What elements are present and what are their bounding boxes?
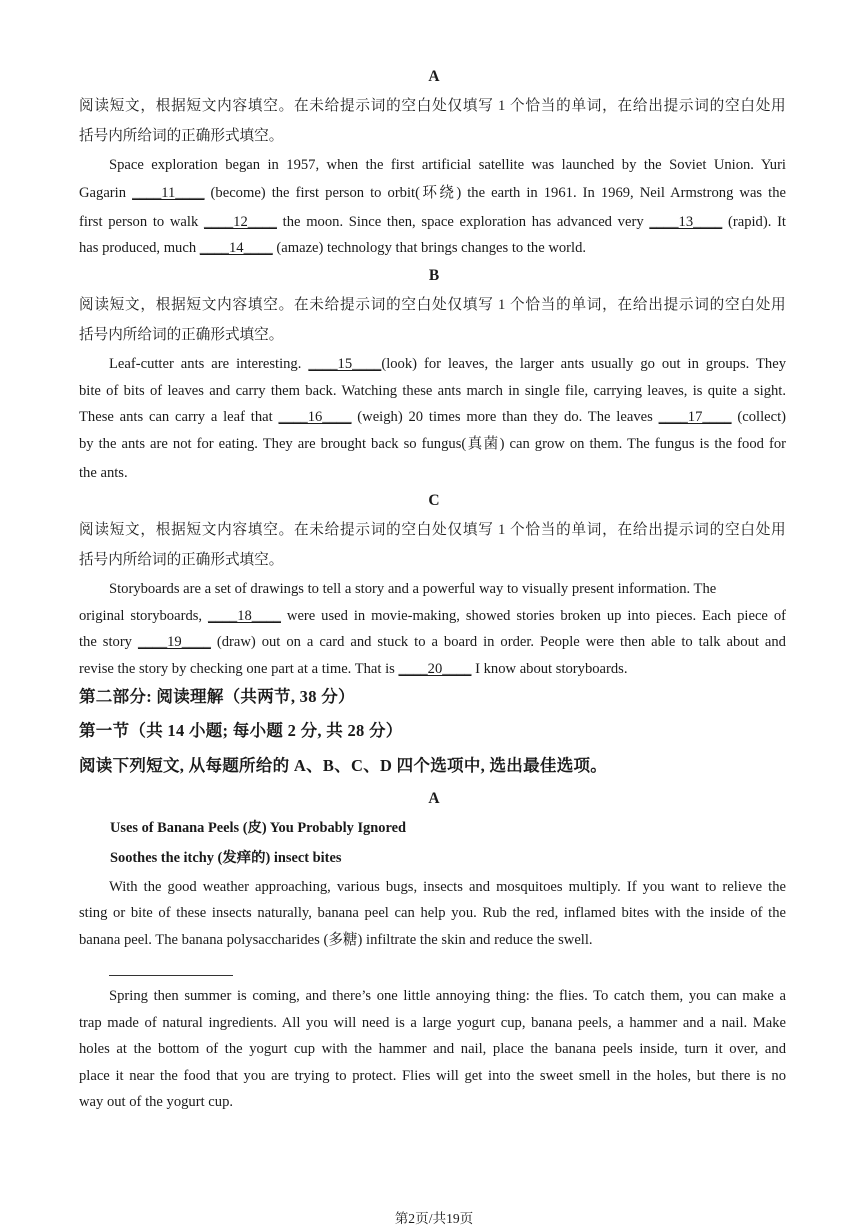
paragraph-line: way out of the yogurt cup.: [79, 1094, 234, 1110]
reading-letter-a: A: [428, 790, 440, 807]
part-heading: 第二部分: 阅读理解（共两节, 38 分）: [79, 687, 355, 706]
article-subtitle: Soothes the itchy (发痒的) insect bites: [110, 850, 342, 866]
passage-line: Gagarin ____11____ (become) the first person to orbit(环绕) the earth in 1961. In 1969, Neil Armstrong was the: [79, 185, 786, 201]
directions: 阅读下列短文, 从每题所给的 A、B、C、D 四个选项中, 选出最佳选项。: [79, 756, 608, 775]
passage-line: has produced, much ____14____ (amaze) technology that brings changes to the world.: [79, 240, 587, 256]
section-letter-a: A: [428, 68, 440, 85]
blank-19[interactable]: ____19____: [137, 634, 211, 650]
blank-15[interactable]: ____15____: [308, 356, 382, 372]
blank-14[interactable]: ____14____: [199, 240, 273, 256]
section-heading: 第一节（共 14 小题; 每小题 2 分, 共 28 分）: [79, 721, 403, 740]
passage-line: by the ants are not for eating. They are brought back so fungus(真菌) can grow on them. The fungus is the food for: [79, 436, 786, 452]
blank-20[interactable]: ____20____: [398, 661, 472, 677]
page-number: 第2页/共19页: [394, 1211, 474, 1226]
passage-line: bite of bits of leaves and carry them back. Watching these ants march in single file, carrying leaves, is quite a sight.: [79, 383, 786, 399]
instructions-line: 阅读短文，根据短文内容填空。在未给提示词的空白处仅填写 1 个恰当的单词，在给出提示词的空白处用: [79, 98, 786, 114]
blank-11[interactable]: ____11____: [132, 185, 205, 201]
passage-line: original storyboards, ____18____ were used in movie-making, showed stories broken up into pieces. Each piece of: [79, 608, 786, 624]
passage-line: These ants can carry a leaf that ____16____ (weigh) 20 times more than they do. The leaves ____17____ (collect): [79, 409, 786, 425]
paragraph-line: Spring then summer is coming, and there’s one little annoying thing: the flies. To catch them, you can make a: [109, 988, 786, 1004]
passage-line: the story ____19____ (draw) out on a card and stuck to a board in order. People were then able to talk about and: [79, 634, 786, 650]
passage-line: first person to walk ____12____ the moon. Since then, space exploration has advanced very ____13____ (rapid). It: [79, 214, 786, 230]
instructions-line: 括号内所给词的正确形式填空。: [79, 327, 284, 343]
missing-heading-rule: [109, 975, 233, 976]
section-letter-b: B: [428, 267, 440, 284]
paragraph-line: place it near the food that you are trying to protect. Flies will get into the sweet smell in the holes, but there is no: [79, 1068, 786, 1084]
passage-line: Leaf-cutter ants are interesting. ____15____(look) for leaves, the larger ants usually go out in groups. They: [109, 356, 786, 372]
passage-line: revise the story by checking one part at a time. That is ____20____ I know about storyboards.: [79, 661, 628, 677]
instructions-line: 括号内所给词的正确形式填空。: [79, 128, 284, 144]
paragraph-line: banana peel. The banana polysaccharides (多糖) infiltrate the skin and reduce the swell.: [79, 932, 593, 948]
blank-17[interactable]: ____17____: [658, 409, 732, 425]
instructions-line: 阅读短文，根据短文内容填空。在未给提示词的空白处仅填写 1 个恰当的单词，在给出提示词的空白处用: [79, 297, 786, 313]
passage-line: Space exploration began in 1957, when the first artificial satellite was launched by the Soviet Union. Yuri: [109, 157, 786, 173]
blank-16[interactable]: ____16____: [278, 409, 352, 425]
blank-12[interactable]: ____12____: [203, 214, 277, 230]
blank-13[interactable]: ____13____: [649, 214, 723, 230]
paragraph-line: trap made of natural ingredients. All you will need is a large yogurt cup, banana peels, a hammer and a nail. Make: [79, 1015, 786, 1031]
passage-line: the ants.: [79, 465, 128, 481]
instructions-line: 括号内所给词的正确形式填空。: [79, 552, 284, 568]
paragraph-line: With the good weather approaching, various bugs, insects and mosquitoes multiply. If you want to relieve the: [109, 879, 786, 895]
blank-18[interactable]: ____18____: [208, 608, 281, 624]
paragraph-line: holes at the bottom of the yogurt cup with the hammer and nail, place the banana peels inside, turn it over, and: [79, 1041, 786, 1057]
paragraph-line: sting or bite of these insects naturally, banana peel can help you. Rub the red, inflamed bites with the inside of the: [79, 905, 786, 921]
section-letter-c: C: [428, 492, 440, 509]
passage-line: Storyboards are a set of drawings to tell a story and a powerful way to visually present information. The: [109, 581, 717, 597]
article-title: Uses of Banana Peels (皮) You Probably Ignored: [110, 820, 406, 836]
instructions-line: 阅读短文，根据短文内容填空。在未给提示词的空白处仅填写 1 个恰当的单词，在给出提示词的空白处用: [79, 522, 786, 538]
